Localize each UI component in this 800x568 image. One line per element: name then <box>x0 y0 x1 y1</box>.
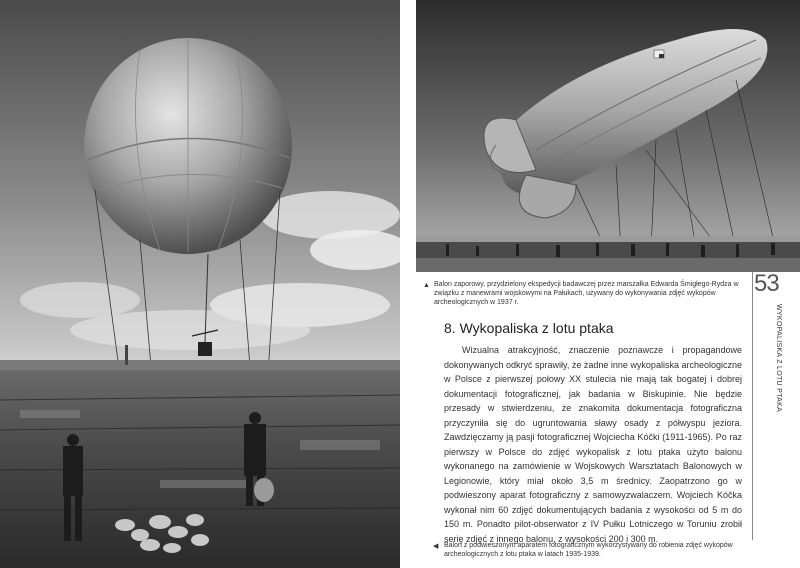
margin-divider <box>752 272 753 540</box>
photo-caption-spherical-balloon <box>433 541 744 559</box>
page-number: 53 <box>754 270 779 297</box>
caption-pointer-left-icon: ◀ <box>433 543 439 550</box>
running-head: WYKOPALISKA Z LOTU PTAKA <box>775 304 782 413</box>
photo-caption-barrage-balloon <box>423 280 750 307</box>
caption-pointer-up-icon: ▲ <box>423 282 430 289</box>
photo-barrage-balloon <box>416 0 800 272</box>
section-title: 8. Wykopaliska z lotu ptaka <box>444 320 614 336</box>
body-paragraph: Wizualna atrakcyjność, znaczenie poznawcze i propagandowe dokonywanych odkryć sprawiły, że żadne inne wykopaliska archeologiczne w Polsce z pierwszej połowy XX stulecia nie mają tak bogatej i dobrej dokumentacji fotograficznej, jak badania w Biskupinie. Nie będzie przesady w stwierdzeniu, że znakomita dokumentacja fotograficzna przyczyniła się do ugruntowania sławy osady z półwyspu jeziora. Zawdzięczamy ją pasji fotograficznej Wojciecha Kóčki (1911-1965). Po raz pierwszy w Polsce do zdjęć wykopalisk z lotu ptaka użyto balonu wykonanego na zamówienie w Wojskowych Warsztatach Balonowych w Legionowie, który miał około 3,5 m średnicy. Zaopatrzono go w podwieszony aparat fotograficzny z samowyzwalaczem. Wojciech Kóčka wykonał nim 60 zdjęć dokumentujących badania z wysokości od 5 m do 150 m. Ponadto pilot-obserwator z IV Pułku Lotniczego w Toruniu zrobił serię zdjęć z innego balonu, z wysokości 200 i 300 m. <box>444 345 742 544</box>
barrage-balloon-photo-image <box>416 0 800 272</box>
caption-bottom-text: Balon z podwieszonym aparatem fotograficznym wykorzystywany do robienia zdjęć wykopów archeologicznych z lotu ptaka w latach 1935-1939. <box>444 542 733 558</box>
caption-top-text: Balon zaporowy, przydzielony ekspedycji badawczej przez marszałka Edwarda Śmigłego-Rydza w związku z manewrami wojskowymi na Pałukach, używany do wykonywania zdjęć wykopów archeologicznych w 1937 r. <box>434 281 739 306</box>
